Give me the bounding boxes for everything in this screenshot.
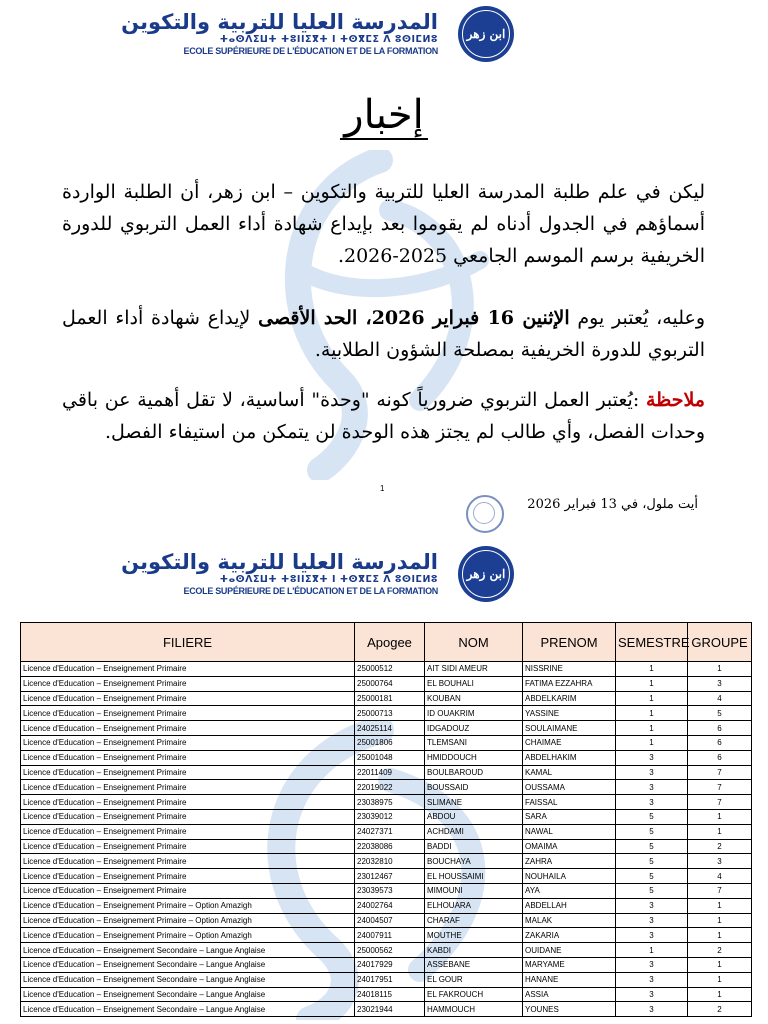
table-row [21,898,752,913]
semestre-cell: 3 [616,750,688,765]
table-row [21,972,752,987]
nom-cell: ABDOU [425,809,523,824]
filiere-cell: Licence d'Education – Enseignement Secondaire – Langue Anglaise [21,987,355,1002]
groupe-cell: 5 [688,706,752,721]
semestre-cell: 1 [616,662,688,677]
semestre-cell: 3 [616,1002,688,1017]
prenom-cell: CHAIMAE [523,735,616,750]
apogee-cell: 24004507 [355,913,425,928]
semestre-cell: 3 [616,928,688,943]
apogee-cell: 23039573 [355,883,425,898]
groupe-cell: 6 [688,721,752,736]
prenom-cell: OUIDANE [523,943,616,958]
students-table [20,622,752,1017]
apogee-cell: 24027371 [355,824,425,839]
school-name-block-2 [121,550,438,597]
school-name-block [121,10,438,57]
prenom-cell: ABDELHAKIM [523,750,616,765]
groupe-cell: 7 [688,883,752,898]
table-row [21,780,752,795]
filiere-cell: Licence d'Education – Enseignement Primaire [21,676,355,691]
filiere-cell: Licence d'Education – Enseignement Primaire – Option Amazigh [21,898,355,913]
nom-cell: TLEMSANI [425,735,523,750]
semestre-cell: 5 [616,854,688,869]
apogee-cell: 24025114 [355,721,425,736]
school-name-tifinagh: ⵜⴰⵙⴷⵉⵡⵜ ⵜⵓⵏⵏⵉⴳⵜ ⵏ ⵜⵙⴳⵎⵉ ⴷ ⵓⵙⵏⵎⵍⵓ [219,34,438,45]
note-label: ملاحظة [645,389,705,411]
filiere-cell: Licence d'Education – Enseignement Secondaire – Langue Anglaise [21,1002,355,1017]
table-row [21,1002,752,1017]
prenom-cell: SOULAIMANE [523,721,616,736]
semestre-cell: 3 [616,780,688,795]
school-name-fr: ECOLE SUPÉRIEURE DE L'ÉDUCATION ET DE LA FORMATION [183,46,438,56]
semestre-cell: 1 [616,676,688,691]
announcement-paragraph-1: ليكن في علم طلبة المدرسة العليا للتربية والتكوين – ابن زهر، أن الطلبة الواردة أسماؤهم في الجدول أدناه لم يقوموا بعد بإيداع شهادة أداء العمل التربوي للدورة الخريفية برسم الموسم الجامعي 2025-2026. [62,181,705,267]
semestre-cell: 1 [616,721,688,736]
groupe-cell: 2 [688,1002,752,1017]
apogee-cell: 22038086 [355,839,425,854]
apogee-cell: 24007911 [355,928,425,943]
apogee-cell: 22019022 [355,780,425,795]
groupe-cell: 1 [688,809,752,824]
filiere-cell: Licence d'Education – Enseignement Primaire [21,869,355,884]
filiere-cell: Licence d'Education – Enseignement Primaire [21,765,355,780]
table-row [21,706,752,721]
col-semestre: SEMESTRE [616,623,688,662]
prenom-cell: SARA [523,809,616,824]
table-row [21,883,752,898]
deadline-text: الإثنين 16 فبراير 2026، الحد الأقصى [258,307,570,329]
groupe-cell: 1 [688,824,752,839]
apogee-cell: 24017929 [355,957,425,972]
groupe-cell: 2 [688,839,752,854]
apogee-cell: 25000181 [355,691,425,706]
apogee-cell: 25000562 [355,943,425,958]
semestre-cell: 3 [616,987,688,1002]
groupe-cell: 1 [688,662,752,677]
semestre-cell: 3 [616,972,688,987]
school-logo [458,6,514,62]
filiere-cell: Licence d'Education – Enseignement Secondaire – Langue Anglaise [21,972,355,987]
filiere-cell: Licence d'Education – Enseignement Primaire [21,706,355,721]
table-row [21,809,752,824]
prenom-cell: KAMAL [523,765,616,780]
semestre-cell: 1 [616,706,688,721]
school-name-ar: المدرسة العليا للتربية والتكوين [121,10,438,34]
nom-cell: HAMMOUCH [425,1002,523,1017]
nom-cell: HMIDDOUCH [425,750,523,765]
apogee-cell: 22032810 [355,854,425,869]
table-row [21,676,752,691]
nom-cell: EL FAKROUCH [425,987,523,1002]
filiere-cell: Licence d'Education – Enseignement Primaire [21,735,355,750]
col-groupe: GROUPE [688,623,752,662]
table-row [21,957,752,972]
nom-cell: ASSEBANE [425,957,523,972]
prenom-cell: AYA [523,883,616,898]
filiere-cell: Licence d'Education – Enseignement Primaire [21,780,355,795]
filiere-cell: Licence d'Education – Enseignement Secondaire – Langue Anglaise [21,943,355,958]
col-filiere: FILIERE [21,623,355,662]
filiere-cell: Licence d'Education – Enseignement Primaire [21,750,355,765]
nom-cell: ID OUAKRIM [425,706,523,721]
apogee-cell: 22011409 [355,765,425,780]
filiere-cell: Licence d'Education – Enseignement Primaire [21,721,355,736]
semestre-cell: 1 [616,735,688,750]
apogee-cell: 24017951 [355,972,425,987]
page-number: 1 [380,484,385,493]
groupe-cell: 7 [688,795,752,810]
table-row [21,854,752,869]
nom-cell: KABDI [425,943,523,958]
prenom-cell: OMAIMA [523,839,616,854]
apogee-cell: 23039012 [355,809,425,824]
prenom-cell: FAISSAL [523,795,616,810]
prenom-cell: ABDELKARIM [523,691,616,706]
nom-cell: BOULBAROUD [425,765,523,780]
table-row [21,943,752,958]
groupe-cell: 7 [688,765,752,780]
filiere-cell: Licence d'Education – Enseignement Primaire [21,662,355,677]
semestre-cell: 5 [616,824,688,839]
col-nom: NOM [425,623,523,662]
semestre-cell: 3 [616,957,688,972]
prenom-cell: NISSRINE [523,662,616,677]
prenom-cell: HANANE [523,972,616,987]
nom-cell: BOUSSAID [425,780,523,795]
table-row [21,750,752,765]
filiere-cell: Licence d'Education – Enseignement Primaire [21,691,355,706]
table-row [21,795,752,810]
table-header-row [21,623,752,662]
groupe-cell: 6 [688,735,752,750]
groupe-cell: 1 [688,957,752,972]
prenom-cell: ASSIA [523,987,616,1002]
prenom-cell: ZAHRA [523,854,616,869]
prenom-cell: OUSSAMA [523,780,616,795]
prenom-cell: FATIMA EZZAHRA [523,676,616,691]
nom-cell: KOUBAN [425,691,523,706]
filiere-cell: Licence d'Education – Enseignement Primaire – Option Amazigh [21,928,355,943]
groupe-cell: 1 [688,972,752,987]
prenom-cell: YASSINE [523,706,616,721]
filiere-cell: Licence d'Education – Enseignement Primaire [21,824,355,839]
groupe-cell: 4 [688,691,752,706]
semestre-cell: 5 [616,809,688,824]
table-row [21,735,752,750]
table-row [21,839,752,854]
table-row [21,913,752,928]
school-logo-2 [458,546,514,602]
prenom-cell: MARYAME [523,957,616,972]
groupe-cell: 1 [688,913,752,928]
apogee-cell: 25000512 [355,662,425,677]
apogee-cell: 23038975 [355,795,425,810]
nom-cell: CHARAF [425,913,523,928]
table-row [21,765,752,780]
groupe-cell: 4 [688,869,752,884]
note-paragraph [62,384,705,448]
nom-cell: MOUTHE [425,928,523,943]
groupe-cell: 3 [688,854,752,869]
letterhead-top [0,4,768,74]
apogee-cell: 25000764 [355,676,425,691]
stamp-seal [466,495,504,533]
nom-cell: AIT SIDI AMEUR [425,662,523,677]
nom-cell: BADDI [425,839,523,854]
semestre-cell: 5 [616,869,688,884]
nom-cell: MIMOUNI [425,883,523,898]
semestre-cell: 1 [616,943,688,958]
filiere-cell: Licence d'Education – Enseignement Primaire – Option Amazigh [21,913,355,928]
prenom-cell: YOUNES [523,1002,616,1017]
school-name-fr-2: ECOLE SUPÉRIEURE DE L'ÉDUCATION ET DE LA FORMATION [183,586,438,596]
note-text: :يُعتبر العمل التربوي ضرورياً كونه "وحدة" أساسية، لا تقل أهمية عن باقي وحدات الفصل، وأي طالب لم يجتز هذه الوحدة لن يتمكن من استيفاء الفصل. [62,389,705,443]
groupe-cell: 2 [688,943,752,958]
filiere-cell: Licence d'Education – Enseignement Primaire [21,809,355,824]
page-title: إخبار [0,92,768,138]
apogee-cell: 25001806 [355,735,425,750]
col-apogee: Apogee [355,623,425,662]
groupe-cell: 7 [688,780,752,795]
filiere-cell: Licence d'Education – Enseignement Primaire [21,795,355,810]
filiere-cell: Licence d'Education – Enseignement Primaire [21,854,355,869]
logo-mark-2: ابن زهر [466,567,506,581]
semestre-cell: 3 [616,765,688,780]
prenom-cell: NOUHAILA [523,869,616,884]
prenom-cell: ABDELLAH [523,898,616,913]
filiere-cell: Licence d'Education – Enseignement Primaire [21,839,355,854]
nom-cell: ELHOUARA [425,898,523,913]
apogee-cell: 23021944 [355,1002,425,1017]
apogee-cell: 23012467 [355,869,425,884]
filiere-cell: Licence d'Education – Enseignement Secondaire – Langue Anglaise [21,957,355,972]
col-prenom: PRENOM [523,623,616,662]
apogee-cell: 24002764 [355,898,425,913]
school-name-ar-2: المدرسة العليا للتربية والتكوين [121,550,438,574]
nom-cell: EL HOUSSAIMI [425,869,523,884]
nom-cell: IDGADOUZ [425,721,523,736]
groupe-cell: 3 [688,676,752,691]
apogee-cell: 24018115 [355,987,425,1002]
nom-cell: EL BOUHALI [425,676,523,691]
logo-mark: ابن زهر [466,27,506,41]
table-row [21,928,752,943]
semestre-cell: 5 [616,839,688,854]
nom-cell: SLIMANE [425,795,523,810]
announcement-paragraph-2 [62,302,705,366]
groupe-cell: 6 [688,750,752,765]
semestre-cell: 3 [616,913,688,928]
apogee-cell: 25001048 [355,750,425,765]
groupe-cell: 1 [688,898,752,913]
letterhead-second-page [0,544,768,614]
nom-cell: BOUCHAYA [425,854,523,869]
semestre-cell: 1 [616,691,688,706]
paragraph2-start: وعليه، يُعتبر يوم [569,307,706,329]
semestre-cell: 3 [616,898,688,913]
filiere-cell: Licence d'Education – Enseignement Primaire [21,883,355,898]
table-row [21,691,752,706]
apogee-cell: 25000713 [355,706,425,721]
dateline: أيت ملول، في 13 فبراير 2026 [527,497,698,512]
table-row [21,987,752,1002]
prenom-cell: ZAKARIA [523,928,616,943]
nom-cell: EL GOUR [425,972,523,987]
table-row [21,824,752,839]
groupe-cell: 1 [688,928,752,943]
semestre-cell: 3 [616,795,688,810]
table-row [21,662,752,677]
table-row [21,869,752,884]
groupe-cell: 1 [688,987,752,1002]
table-row [21,721,752,736]
paragraph2-end: لإيداع شهادة أداء العمل التربوي للدورة الخريفية بمصلحة الشؤون الطلابية. [62,307,705,361]
nom-cell: ACHDAMI [425,824,523,839]
prenom-cell: MALAK [523,913,616,928]
prenom-cell: NAWAL [523,824,616,839]
school-name-tifinagh-2: ⵜⴰⵙⴷⵉⵡⵜ ⵜⵓⵏⵏⵉⴳⵜ ⵏ ⵜⵙⴳⵎⵉ ⴷ ⵓⵙⵏⵎⵍⵓ [219,574,438,585]
semestre-cell: 5 [616,883,688,898]
